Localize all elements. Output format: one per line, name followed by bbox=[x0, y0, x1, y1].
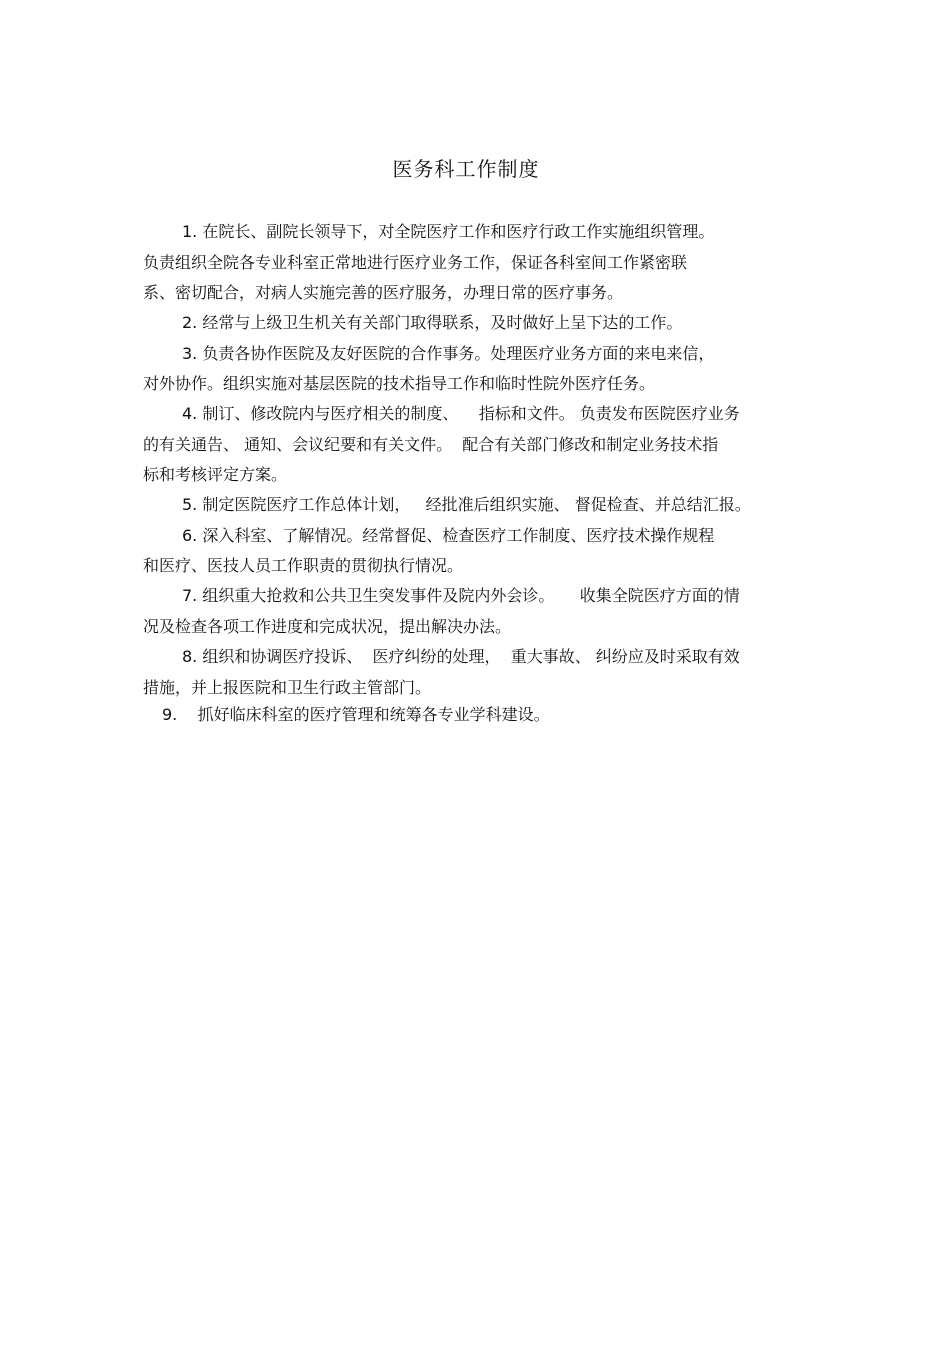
item-4-line-3: 标和考核评定方案。 bbox=[143, 465, 288, 484]
item-1-line-2: 负责组织全院各专业科室正常地进行医疗业务工作，保证各科室间工作紧密联 bbox=[143, 253, 688, 272]
item-7-line-1: 7. 组织重大抢救和公共卫生突发事件及院内外会诊。 收集全院医疗方面的情 bbox=[182, 586, 740, 605]
item-6-line-1: 6. 深入科室、了解情况。经常督促、检查医疗工作制度、医疗技术操作规程 bbox=[182, 526, 715, 545]
item-8-line-2: 措施，并上报医院和卫生行政主管部门。 bbox=[143, 678, 432, 697]
item-7-line-2: 况及检查各项工作进度和完成状况，提出解决办法。 bbox=[143, 617, 512, 636]
item-3-line-2: 对外协作。组织实施对基层医院的技术指导工作和临时性院外医疗任务。 bbox=[143, 374, 656, 393]
document-title: 医务科工作制度 bbox=[392, 157, 540, 181]
item-9-line-1: 9. 抓好临床科室的医疗管理和统筹各专业学科建设。 bbox=[162, 705, 550, 724]
item-3-line-1: 3. 负责各协作医院及友好医院的合作事务。处理医疗业务方面的来电来信， bbox=[182, 344, 715, 363]
item-1-line-1: 1. 在院长、副院长领导下，对全院医疗工作和医疗行政工作实施组织管理。 bbox=[182, 222, 715, 241]
item-6-line-2: 和医疗、医技人员工作职责的贯彻执行情况。 bbox=[143, 556, 464, 575]
item-5-line-1: 5. 制定医院医疗工作总体计划， 经批准后组织实施、 督促检查、并总结汇报。 bbox=[182, 495, 751, 514]
item-2-line-1: 2. 经常与上级卫生机关有关部门取得联系，及时做好上呈下达的工作。 bbox=[182, 313, 683, 332]
item-4-line-1: 4. 制订、修改院内与医疗相关的制度、 指标和文件。 负责发布医院医疗业务 bbox=[182, 404, 740, 423]
item-8-line-1: 8. 组织和协调医疗投诉、 医疗纠纷的处理， 重大事故、 纠纷应及时采取有效 bbox=[182, 647, 740, 666]
item-4-line-2: 的有关通告、 通知、会议纪要和有关文件。 配合有关部门修改和制定业务技术指 bbox=[143, 435, 719, 454]
item-1-line-3: 系、密切配合，对病人实施完善的医疗服务，办理日常的医疗事务。 bbox=[143, 283, 624, 302]
